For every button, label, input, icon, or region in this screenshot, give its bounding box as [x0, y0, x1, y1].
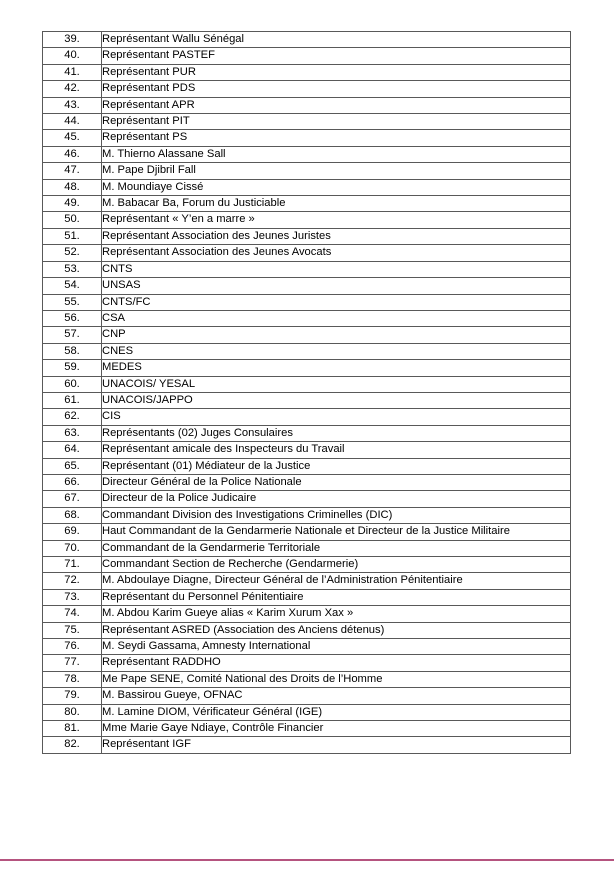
table-row	[43, 310, 571, 326]
table-row	[43, 64, 571, 80]
row-designation-cell: M. Seydi Gassama, Amnesty International	[102, 639, 571, 655]
table-row	[43, 392, 571, 408]
row-number-cell: 77.	[43, 655, 102, 671]
row-designation-cell: Représentant RADDHO	[102, 655, 571, 671]
row-number-cell: 72.	[43, 573, 102, 589]
row-designation-cell: Représentant PUR	[102, 64, 571, 80]
row-designation-cell: UNSAS	[102, 278, 571, 294]
row-number-cell: 53.	[43, 261, 102, 277]
row-number-cell: 52.	[43, 245, 102, 261]
table-row	[43, 146, 571, 162]
row-number-cell: 65.	[43, 458, 102, 474]
row-number-cell: 50.	[43, 212, 102, 228]
row-number-cell: 82.	[43, 737, 102, 753]
row-number-cell: 68.	[43, 507, 102, 523]
row-number-cell: 66.	[43, 474, 102, 490]
row-designation-cell: Mme Marie Gaye Ndiaye, Contrôle Financier	[102, 721, 571, 737]
row-designation-cell: Représentant PDS	[102, 81, 571, 97]
table-row	[43, 409, 571, 425]
row-designation-cell: Représentant Association des Jeunes Juristes	[102, 228, 571, 244]
table-row	[43, 606, 571, 622]
row-designation-cell: M. Bassirou Gueye, OFNAC	[102, 688, 571, 704]
row-designation-cell: M. Pape Djibril Fall	[102, 163, 571, 179]
row-designation-cell: Représentant Association des Jeunes Avocats	[102, 245, 571, 261]
row-designation-cell: Représentant « Y’en a marre »	[102, 212, 571, 228]
row-number-cell: 69.	[43, 524, 102, 540]
row-number-cell: 51.	[43, 228, 102, 244]
row-designation-cell: Représentant PS	[102, 130, 571, 146]
row-designation-cell: M. Babacar Ba, Forum du Justiciable	[102, 196, 571, 212]
table-row	[43, 688, 571, 704]
row-number-cell: 60.	[43, 376, 102, 392]
row-designation-cell: M. Abdou Karim Gueye alias « Karim Xurum Xax »	[102, 606, 571, 622]
row-number-cell: 55.	[43, 294, 102, 310]
row-designation-cell: Directeur de la Police Judicaire	[102, 491, 571, 507]
row-designation-cell: M. Moundiaye Cissé	[102, 179, 571, 195]
row-number-cell: 40.	[43, 48, 102, 64]
footer-divider-rule	[0, 859, 614, 861]
table-row	[43, 589, 571, 605]
row-designation-cell: Représentant du Personnel Pénitentiaire	[102, 589, 571, 605]
row-designation-cell: Haut Commandant de la Gendarmerie Nationale et Directeur de la Justice Militaire	[102, 524, 571, 540]
row-number-cell: 47.	[43, 163, 102, 179]
table-row	[43, 557, 571, 573]
table-row	[43, 212, 571, 228]
table-row	[43, 442, 571, 458]
row-designation-cell: CNES	[102, 343, 571, 359]
row-designation-cell: UNACOIS/ YESAL	[102, 376, 571, 392]
table-row	[43, 704, 571, 720]
row-designation-cell: Commandant Division des Investigations Criminelles (DIC)	[102, 507, 571, 523]
table-row	[43, 196, 571, 212]
table-row	[43, 228, 571, 244]
table-row	[43, 639, 571, 655]
row-number-cell: 58.	[43, 343, 102, 359]
row-designation-cell: CIS	[102, 409, 571, 425]
row-designation-cell: Représentant ASRED (Association des Anciens détenus)	[102, 622, 571, 638]
row-number-cell: 70.	[43, 540, 102, 556]
row-number-cell: 75.	[43, 622, 102, 638]
row-designation-cell: Représentant Wallu Sénégal	[102, 32, 571, 48]
row-designation-cell: Représentants (02) Juges Consulaires	[102, 425, 571, 441]
table-row	[43, 294, 571, 310]
table-row	[43, 81, 571, 97]
table-row	[43, 343, 571, 359]
table-row	[43, 474, 571, 490]
row-number-cell: 57.	[43, 327, 102, 343]
table-row	[43, 655, 571, 671]
row-designation-cell: CNTS	[102, 261, 571, 277]
table-row	[43, 97, 571, 113]
row-number-cell: 63.	[43, 425, 102, 441]
table-row	[43, 278, 571, 294]
row-number-cell: 80.	[43, 704, 102, 720]
table-row	[43, 245, 571, 261]
row-designation-cell: M. Lamine DIOM, Vérificateur Général (IGE)	[102, 704, 571, 720]
row-number-cell: 74.	[43, 606, 102, 622]
table-row	[43, 376, 571, 392]
row-number-cell: 39.	[43, 32, 102, 48]
table-row	[43, 737, 571, 753]
participants-roster-table	[42, 31, 571, 754]
row-number-cell: 45.	[43, 130, 102, 146]
table-row	[43, 507, 571, 523]
table-row	[43, 524, 571, 540]
row-designation-cell: CNTS/FC	[102, 294, 571, 310]
table-row	[43, 425, 571, 441]
row-designation-cell: Représentant PASTEF	[102, 48, 571, 64]
row-designation-cell: Commandant Section de Recherche (Gendarmerie)	[102, 557, 571, 573]
row-designation-cell: Représentant amicale des Inspecteurs du Travail	[102, 442, 571, 458]
row-number-cell: 64.	[43, 442, 102, 458]
table-row	[43, 622, 571, 638]
table-row	[43, 573, 571, 589]
row-number-cell: 43.	[43, 97, 102, 113]
row-number-cell: 81.	[43, 721, 102, 737]
row-designation-cell: CNP	[102, 327, 571, 343]
table-row	[43, 671, 571, 687]
row-number-cell: 62.	[43, 409, 102, 425]
row-designation-cell: M. Abdoulaye Diagne, Directeur Général de l’Administration Pénitentiaire	[102, 573, 571, 589]
table-row	[43, 540, 571, 556]
row-designation-cell: Représentant APR	[102, 97, 571, 113]
row-number-cell: 71.	[43, 557, 102, 573]
table-row	[43, 114, 571, 130]
table-row	[43, 163, 571, 179]
row-number-cell: 61.	[43, 392, 102, 408]
row-designation-cell: Commandant de la Gendarmerie Territoriale	[102, 540, 571, 556]
row-designation-cell: Représentant IGF	[102, 737, 571, 753]
row-number-cell: 78.	[43, 671, 102, 687]
table-row	[43, 261, 571, 277]
row-designation-cell: Représentant PIT	[102, 114, 571, 130]
roster-table-body	[43, 32, 571, 754]
row-designation-cell: Directeur Général de la Police Nationale	[102, 474, 571, 490]
table-row	[43, 491, 571, 507]
row-number-cell: 46.	[43, 146, 102, 162]
row-number-cell: 79.	[43, 688, 102, 704]
row-number-cell: 44.	[43, 114, 102, 130]
row-designation-cell: Représentant (01) Médiateur de la Justice	[102, 458, 571, 474]
row-number-cell: 41.	[43, 64, 102, 80]
row-number-cell: 59.	[43, 360, 102, 376]
row-designation-cell: MEDES	[102, 360, 571, 376]
table-row	[43, 179, 571, 195]
table-row	[43, 721, 571, 737]
table-row	[43, 327, 571, 343]
row-number-cell: 73.	[43, 589, 102, 605]
row-number-cell: 48.	[43, 179, 102, 195]
row-designation-cell: Me Pape SENE, Comité National des Droits de l’Homme	[102, 671, 571, 687]
table-row	[43, 48, 571, 64]
table-row	[43, 32, 571, 48]
row-number-cell: 42.	[43, 81, 102, 97]
table-row	[43, 360, 571, 376]
table-row	[43, 458, 571, 474]
row-number-cell: 54.	[43, 278, 102, 294]
row-designation-cell: UNACOIS/JAPPO	[102, 392, 571, 408]
row-designation-cell: M. Thierno Alassane Sall	[102, 146, 571, 162]
row-designation-cell: CSA	[102, 310, 571, 326]
table-row	[43, 130, 571, 146]
row-number-cell: 67.	[43, 491, 102, 507]
row-number-cell: 56.	[43, 310, 102, 326]
row-number-cell: 76.	[43, 639, 102, 655]
row-number-cell: 49.	[43, 196, 102, 212]
